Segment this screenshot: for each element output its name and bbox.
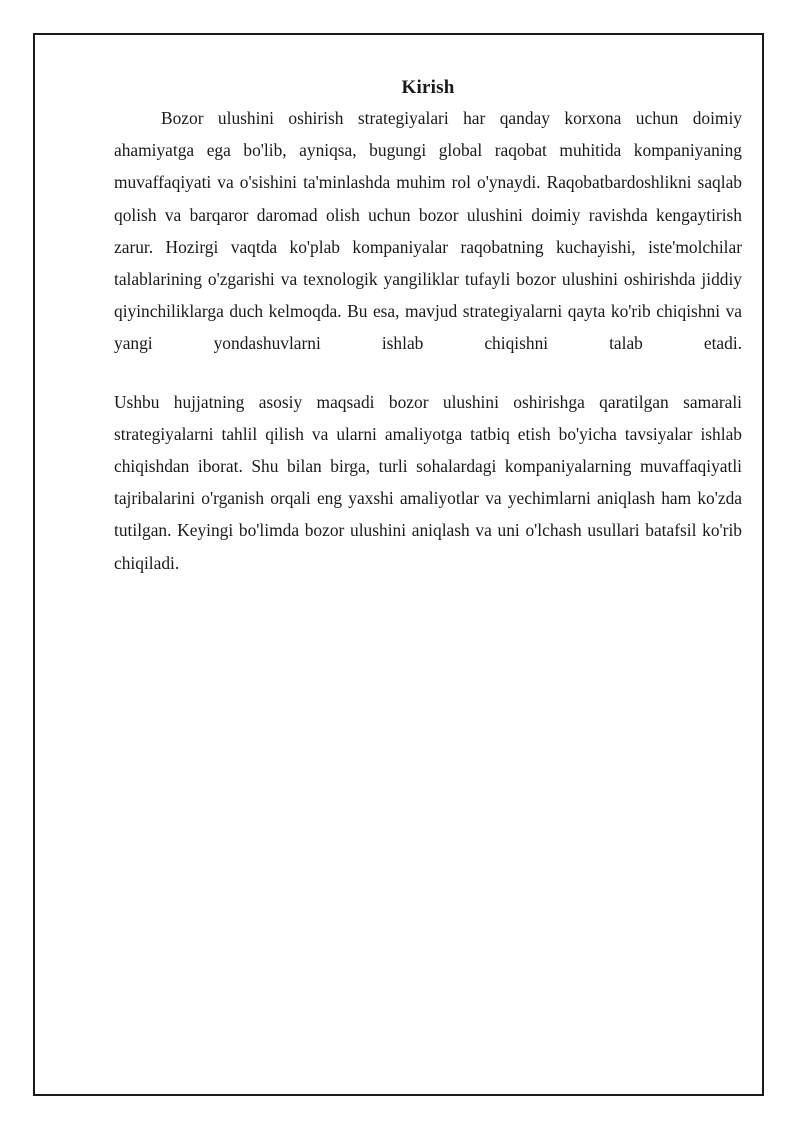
intro-paragraph: Bozor ulushini oshirish strategiyalari har qanday korxona uchun doimiy ahamiyatga ega bo'lib, ayniqsa, bugungi global raqobat muhitida kompaniyaning muvaffaqiyati va o'sishini ta'minlashda muhim rol o'ynaydi. Raqobatbardoshlikni saqlab qolish va barqaror daromad olish uchun bozor ulushini doimiy ravishda kengaytirish zarur. Hozirgi vaqtda ko'plab kompaniyalar raqobatning kuchayishi, iste'molchilar talablarining o'zgarishi va texnologik yangiliklar tufayli bozor ulushini oshirishda jiddiy qiyinchiliklarga duch kelmoqda. Bu esa, mavjud strategiyalarni qayta ko'rib chiqishni va yangi yondashuvlarni ishlab chiqishni talab etadi. [114, 108, 742, 354]
section-heading: Kirish [401, 77, 455, 98]
purpose-paragraph: Ushbu hujjatning asosiy maqsadi bozor ulushini oshirishga qaratilgan samarali strategiyalarni tahlil qilish va ularni amaliyotga tatbiq etish bo'yicha tavsiyalar ishlab chiqishdan iborat. Shu bilan birga, turli sohalardagi kompaniyalarning muvaffaqiyatli tajribalarini o'rganish orqali eng yaxshi amaliyotlar va yechimlarni aniqlash ham ko'zda tutilgan. Keyingi bo'limda bozor ulushini aniqlash va uni o'lchash usullari batafsil ko'rib chiqiladi. [114, 391, 742, 573]
document-body [114, 74, 742, 579]
paragraph-spacer [114, 360, 742, 386]
